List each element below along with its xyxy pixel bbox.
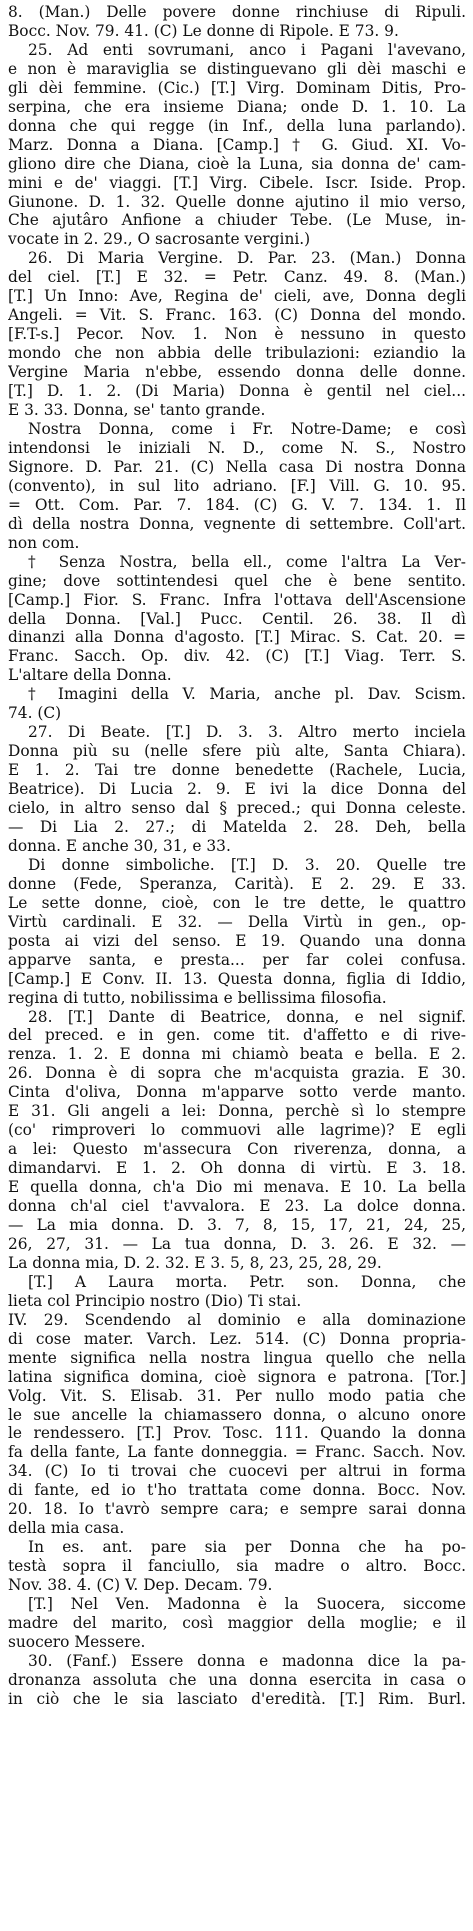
text-line: [Camp.] E Conv. II. 13. Questa donna, figlia di Iddio, (8, 969, 466, 988)
text-line: [T.] D. 1. 2. (Di Maria) Donna è gentil nel ciel... (8, 382, 466, 401)
text-line: Le sette donne, cioè, con le tre dette, le quattro (8, 893, 466, 912)
text-line: mondo che non abbia delle tribulazioni: eziandio la (8, 344, 466, 363)
text-line: † Imagini della V. Maria, anche pl. Dav. Scism. (28, 685, 466, 704)
text-line: serpina, che era insieme Diana; onde D. 1. 10. La (8, 97, 466, 116)
text-line: 26, 27, 31. — La tua donna, D. 3. 26. E 32. — (8, 1234, 466, 1253)
text-line: donna ch'al ciel t'avvalora. E 23. La dolce donna. (8, 1197, 466, 1216)
text-line: [T.] Un Inno: Ave, Regina de' cieli, ave, Donna degli (8, 287, 466, 306)
text-line: 27. Di Beate. [T.] D. 3. 3. Altro merto inciela (28, 723, 466, 742)
text-line: posta ai vizi del senso. E 19. Quando una donna (8, 931, 466, 950)
text-line: cielo, in altro senso dal § preced.; qui Donna celeste. (8, 799, 466, 818)
text-line: E quella donna, ch'a Dio mi menava. E 10. La bella (8, 1178, 466, 1197)
text-line: Bocc. Nov. 79. 41. (C) Le donne di Ripole. E 73. 9. (8, 21, 399, 40)
text-line: mente significa nella nostra lingua quello che nella (8, 1348, 466, 1367)
text-line: mini e de' viaggi. [T.] Virg. Cibele. Iscr. Iside. Prop. (8, 173, 466, 192)
text-line: In es. ant. pare sia per Donna che ha po- (28, 1538, 466, 1557)
text-line: IV. 29. Scendendo al dominio e alla dominazione (8, 1310, 466, 1329)
text-line: † Senza Nostra, bella ell., come l'altra La Ver- (28, 552, 466, 571)
text-line: in ciò che le sia lasciato d'eredità. [T.] Rim. Burl. (8, 1689, 466, 1708)
text-line: non com. (8, 533, 80, 552)
text-line: lieta col Principio nostro (Dio) Ti stai. (8, 1291, 302, 1310)
text-line: della Donna. [Val.] Pucc. Centil. 26. 38. Il dì (8, 609, 466, 628)
text-line: — La mia donna. D. 3. 7, 8, 15, 17, 21, 24, 25, (8, 1216, 466, 1234)
text-line: gliono dire che Diana, cioè la Luna, sia donna de' cam- (8, 154, 466, 173)
text-line: le sue ancelle la chiamassero donna, o alcuno onore (8, 1405, 466, 1424)
text-line: renza. 1. 2. E donna mi chiamò beata e bella. E 2. (8, 1045, 466, 1064)
text-line: Di donne simboliche. [T.] D. 3. 20. Quelle tre (28, 855, 466, 874)
text-line: Franc. Sacch. Op. div. 42. (C) [T.] Viag. Terr. S. (8, 647, 466, 666)
text-line: donna che qui regge (in Inf., della luna parlando). (8, 116, 466, 135)
text-line: Vergine Maria n'ebbe, essendo donna delle donne. (8, 363, 466, 382)
text-line: [F.T-s.] Pecor. Nov. 1. Non è nessuno in questo (8, 325, 466, 344)
text-line: La donna mia, D. 2. 32. E 3. 5, 8, 23, 25, 28, 29. (8, 1253, 382, 1272)
text-line: Donna più su (nelle sfere più alte, Santa Chiara). (8, 742, 466, 761)
text-line: Che ajutâro Anfione a chiuder Tebe. (Le Muse, in- (8, 211, 466, 230)
text-line: donna. E anche 30, 31, e 33. (8, 836, 231, 855)
text-line: 26. Di Maria Vergine. D. Par. 23. (Man.) Donna (28, 249, 466, 268)
text-line: madre del marito, così maggior della moglie; e il (8, 1614, 466, 1633)
text-line: 20. 18. Io t'avrò sempre cara; e sempre sarai donna (8, 1500, 466, 1519)
text-line: di fante, ed io t'ho trattata come donna. Bocc. Nov. (8, 1481, 466, 1500)
text-line: 26. Donna è di sopra che m'acquista grazia. E 30. (8, 1064, 466, 1083)
text-line: fa della fante, La fante donneggia. = Franc. Sacch. Nov. (8, 1443, 466, 1462)
text-line: apparve santa, e presta... per far colei confusa. (8, 950, 466, 969)
text-line: E 1. 2. Tai tre donne benedette (Rachele, Lucia, (8, 761, 466, 780)
text-line: Marz. Donna a Diana. [Camp.] † G. Giud. XI. Vo- (8, 135, 466, 154)
text-line: E 31. Gli angeli a lei: Donna, perchè sì lo stempre (8, 1102, 466, 1121)
text-line: le rendessero. [T.] Prov. Tosc. 111. Quando la donna (8, 1424, 466, 1443)
text-line: dinanzi alla Donna d'agosto. [T.] Mirac. S. Cat. 20. = (8, 628, 466, 647)
text-line: del ciel. [T.] E 32. = Petr. Canz. 49. 8. (Man.) (8, 268, 466, 287)
text-line: = Ott. Com. Par. 7. 184. (C) G. V. 7. 134. 1. Il (8, 495, 466, 514)
text-line: L'altare della Donna. (8, 666, 172, 685)
text-line: dronanza assoluta che una donna esercita in casa o (8, 1670, 466, 1689)
text-line: Virtù cardinali. E 32. — Della Virtù in gen., op- (8, 912, 466, 931)
text-line: intendonsi le iniziali N. D., come N. S., Nostro (8, 438, 466, 457)
text-line: 30. (Fanf.) Essere donna e madonna dice la pa- (28, 1651, 466, 1670)
text-line: (convento), in sul lito adriano. [F.] Vill. G. 10. 95. (8, 476, 466, 495)
text-line: gli dèi femmine. (Cic.) [T.] Virg. Dominam Ditis, Pro- (8, 78, 466, 97)
text-line: gine; dove sottintendesi quel che è bene sentito. (8, 571, 466, 590)
text-line: [T.] A Laura morta. Petr. son. Donna, che (28, 1272, 466, 1291)
text-line: Angeli. = Vit. S. Franc. 163. (C) Donna del mondo. (8, 306, 466, 325)
text-line: suocero Messere. (8, 1632, 146, 1651)
text-line: regina di tutto, nobilissima e bellissima filosofia. (8, 988, 387, 1007)
text-line: Giunone. D. 1. 32. Quelle donne ajutino il mio verso, (8, 192, 466, 211)
text-line: latina significa domina, cioè signora e patrona. [Tor.] (8, 1367, 466, 1386)
text-line: testà sopra il fanciullo, sia madre o altro. Bocc. (8, 1557, 466, 1576)
text-line: a lei: Questo m'assecura Con riverenza, donna, a (8, 1140, 466, 1159)
text-line: Nostra Donna, come i Fr. Notre-Dame; e così (28, 419, 466, 438)
text-line: di cose mater. Varch. Lez. 514. (C) Donna propria- (8, 1329, 466, 1348)
text-line: Cinta d'oliva, Donna m'apparve sotto verde manto. (8, 1083, 466, 1102)
text-line: e non è maraviglia se distinguevano gli dèi maschi e (8, 59, 466, 78)
text-line: 25. Ad enti sovrumani, anco i Pagani l'avevano, (28, 40, 466, 59)
text-line: Nov. 38. 4. (C) V. Dep. Decam. 79. (8, 1576, 273, 1595)
text-line: dì della nostra Donna, vegnente di settembre. Coll'art. (8, 514, 466, 533)
text-line: Beatrice). Di Lucia 2. 9. E ivi la dice Donna del (8, 780, 466, 799)
text-line: 34. (C) Io ti trovai che cuocevi per altrui in forma (8, 1462, 466, 1481)
text-line: 28. [T.] Dante di Beatrice, donna, e nel signif. (28, 1007, 466, 1026)
text-line: dimandarvi. E 1. 2. Oh donna di virtù. E 3. 18. (8, 1159, 466, 1178)
text-line: 8. (Man.) Delle povere donne rinchiuse di Ripuli. (8, 3, 466, 21)
text-line: E 3. 33. Donna, se' tanto grande. (8, 401, 266, 420)
text-line: donne (Fede, Speranza, Carità). E 2. 29. E 33. (8, 874, 466, 893)
text-line: del preced. e in gen. come tit. d'affetto e di rive- (8, 1026, 466, 1045)
text-line: 74. (C) (8, 704, 62, 723)
text-line: Volg. Vit. S. Elisab. 31. Per nullo modo patia che (8, 1386, 466, 1405)
text-line: vocate in 2. 29., O sacrosante vergini.) (8, 230, 311, 249)
text-line: [T.] Nel Ven. Madonna è la Suocera, siccome (28, 1595, 466, 1614)
text-line: — Di Lia 2. 27.; di Matelda 2. 28. Deh, bella (8, 817, 466, 836)
text-line: [Camp.] Fior. S. Franc. Infra l'ottava dell'Ascensione (8, 590, 466, 609)
text-line: (co' rimproveri lo commuovi alle lagrime)? E egli (8, 1121, 466, 1140)
text-line: della mia casa. (8, 1519, 125, 1538)
text-line: Signore. D. Par. 21. (C) Nella casa Di nostra Donna (8, 457, 466, 476)
